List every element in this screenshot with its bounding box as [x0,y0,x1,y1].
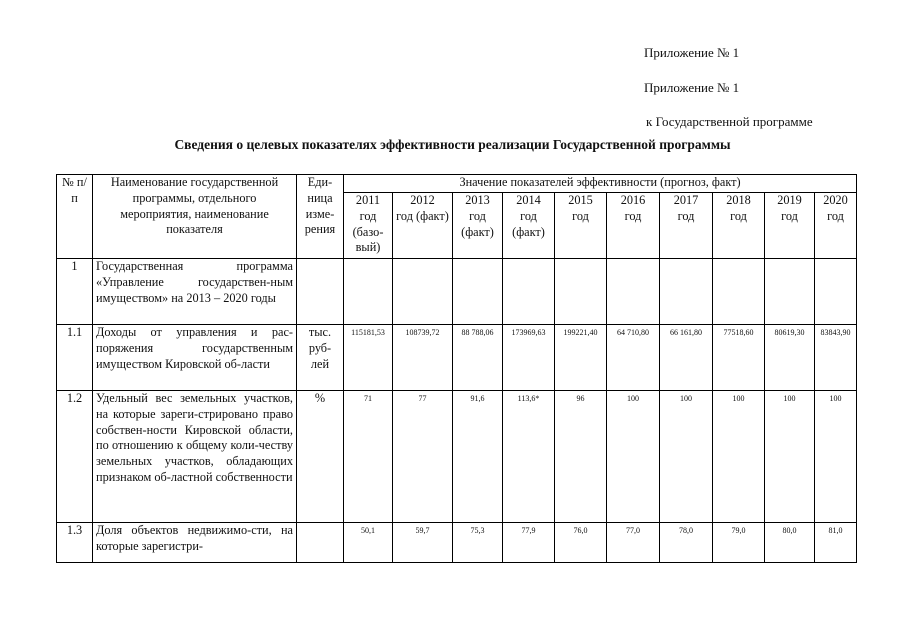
value-cell: 77 [393,391,453,523]
col-number-header: № п/п [57,175,93,259]
value-cell: 59,7 [393,523,453,563]
value-cell: 80,0 [765,523,815,563]
value-cell: 64 710,80 [607,325,660,391]
document-title: Сведения о целевых показателях эффективности реализации Государственной программы [174,137,731,152]
value-cell: 77,9 [503,523,555,563]
table-row [57,259,857,325]
value-cell [555,259,607,325]
table-row [57,523,857,563]
value-cell: 78,0 [660,523,713,563]
row-number: 1 [57,259,93,325]
col-name-header: Наименование государственной программы, отдельного мероприятия, наименование показателя [93,175,297,259]
col-unit-header: Еди-ница изме-рения [297,175,344,259]
value-cell: 79,0 [713,523,765,563]
value-cell: 100 [607,391,660,523]
row-name: Доходы от управления и рас-поряжения государственным имуществом Кировской об-ласти [93,325,297,391]
value-cell: 77518,60 [713,325,765,391]
value-cell: 66 161,80 [660,325,713,391]
year-header: 2011 год (базо-вый) [344,193,393,259]
year-header: 2018 год [713,193,765,259]
value-cell: 100 [660,391,713,523]
value-cell [815,259,857,325]
value-cell: 71 [344,391,393,523]
value-cell [607,259,660,325]
row-unit [297,259,344,325]
value-cell: 83843,90 [815,325,857,391]
value-cell: 77,0 [607,523,660,563]
value-cell: 199221,40 [555,325,607,391]
value-cell: 113,6* [503,391,555,523]
value-cell [765,259,815,325]
year-header: 2020 год [815,193,857,259]
year-header: 2016 год [607,193,660,259]
value-cell: 81,0 [815,523,857,563]
value-cell [393,259,453,325]
row-unit [297,523,344,563]
table-row [57,325,857,391]
appendix-label-1: Приложение № 1 [644,45,740,60]
value-cell: 75,3 [453,523,503,563]
values-group-header: Значение показателей эффективности (прогноз, факт) [344,175,857,193]
year-header: 2014 год (факт) [503,193,555,259]
row-name: Государственная программа «Управление государствен-ным имуществом» на 2013 – 2020 годы [93,259,297,325]
value-cell: 100 [765,391,815,523]
row-number: 1.1 [57,325,93,391]
value-cell: 96 [555,391,607,523]
indicators-table [56,174,857,563]
row-unit: тыс. руб-лей [297,325,344,391]
row-name: Удельный вес земельных участков, на которые зареги-стрировано право собствен-ности Кировской области, по отношению к общему коли-честву земельных участков, обладающих признаком об-ластной собственности [93,391,297,523]
table-header-row [57,175,857,193]
value-cell [713,259,765,325]
value-cell: 100 [713,391,765,523]
value-cell: 50,1 [344,523,393,563]
value-cell: 88 788,06 [453,325,503,391]
year-header: 2015 год [555,193,607,259]
value-cell [344,259,393,325]
program-reference: к Государственной программе [646,114,813,129]
appendix-label-2: Приложение № 1 [644,80,740,95]
year-header: 2013 год (факт) [453,193,503,259]
value-cell [503,259,555,325]
year-header: 2012 год (факт) [393,193,453,259]
value-cell [660,259,713,325]
value-cell: 108739,72 [393,325,453,391]
table-row [57,391,857,523]
row-number: 1.3 [57,523,93,563]
value-cell: 115181,53 [344,325,393,391]
value-cell [453,259,503,325]
value-cell: 100 [815,391,857,523]
row-unit: % [297,391,344,523]
year-header: 2019 год [765,193,815,259]
row-name: Доля объектов недвижимо-сти, на которые зарегистри- [93,523,297,563]
value-cell: 80619,30 [765,325,815,391]
value-cell: 91,6 [453,391,503,523]
row-number: 1.2 [57,391,93,523]
value-cell: 76,0 [555,523,607,563]
year-header: 2017 год [660,193,713,259]
value-cell: 173969,63 [503,325,555,391]
